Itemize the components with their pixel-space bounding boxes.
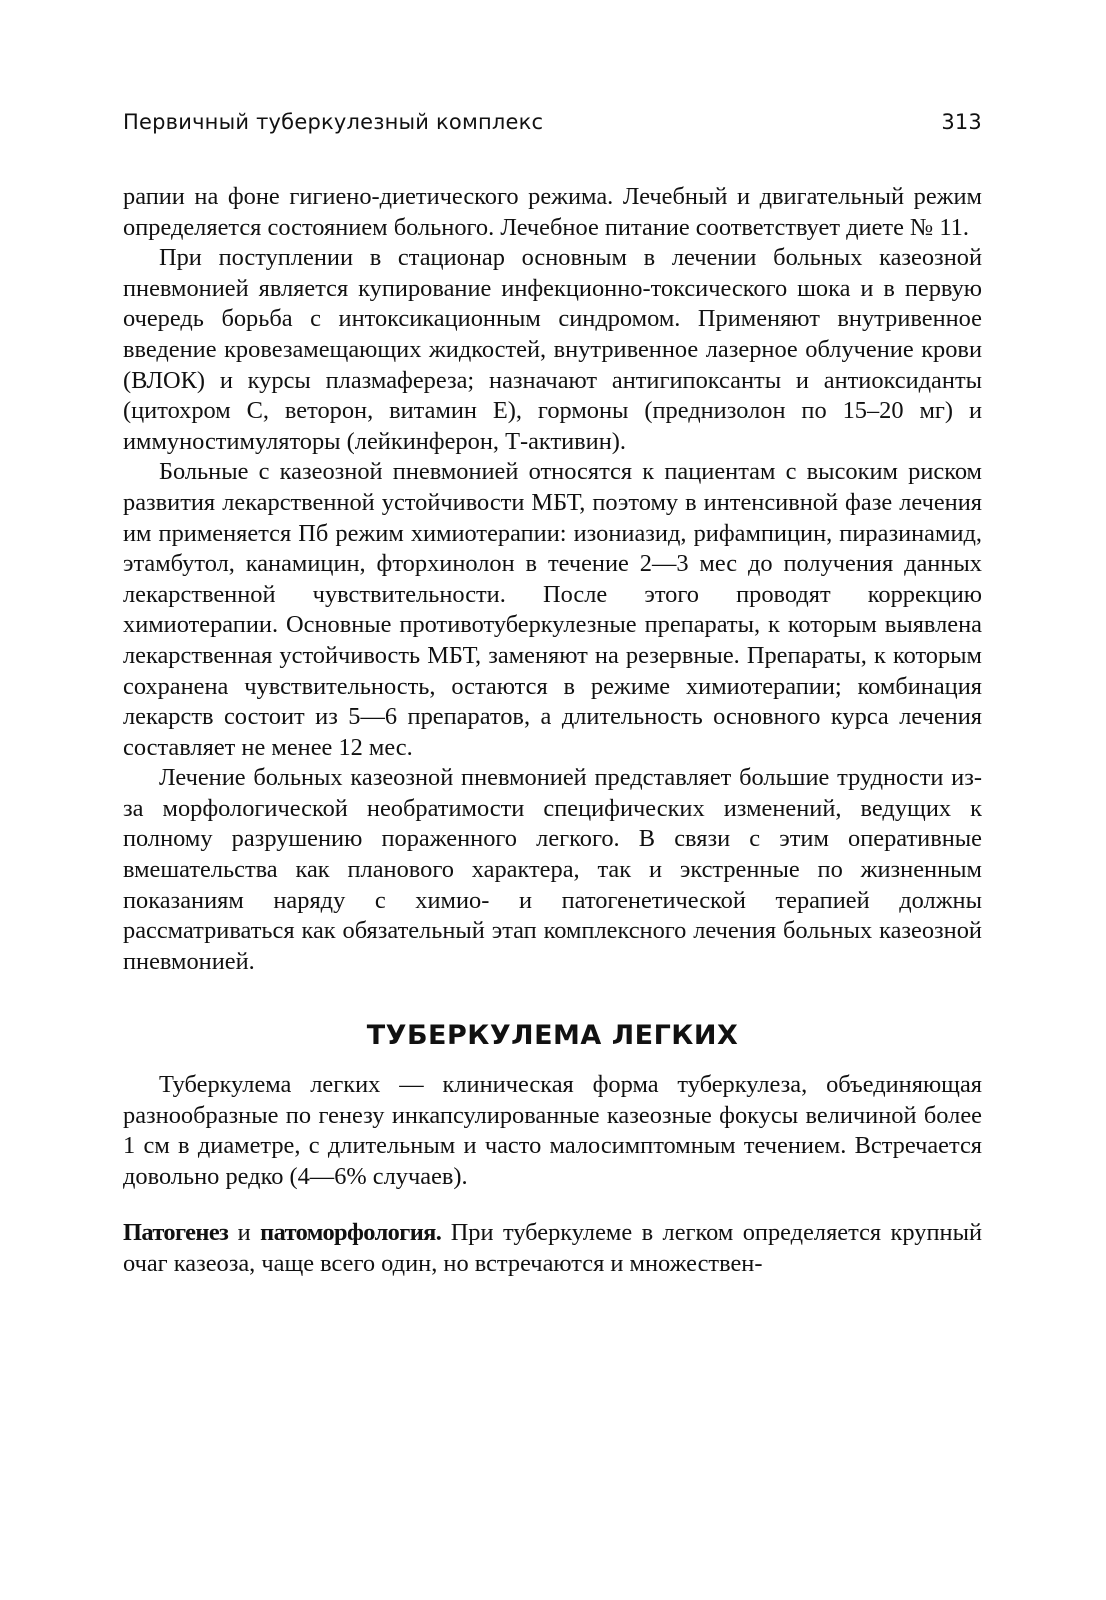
- paragraph-admission-treatment: При поступлении в стационар основным в лечении больных казеозной пневмонией является купирование инфекционно-токсического шока и в первую очередь борьба с интоксикационным синдромом. Применяют внутривенное введение кровезамещающих жидкостей, внутривенное лазерное облучение крови (ВЛОК) и курсы плазмафереза; назначают антигипоксанты и антиоксиданты (цитохром С, веторон, витамин Е), гормоны (преднизолон по 15–20 мг) и иммуностимуляторы (лейкинферон, Т-активин).: [123, 244, 982, 455]
- paragraph-surgical-treatment: Лечение больных казеозной пневмонией представляет большие трудности из-за морфологической необратимости специфических изменений, ведущих к полному разрушению пораженного легкого. В связи с этим оперативные вмешательства как планового характера, так и экстренные по жизненным показаниям наряду с химио- и патогенетической терапией должны рассматриваться как обязательный этап комплексного лечения больных казеозной пневмонией.: [123, 764, 982, 975]
- run-in-term-pathomorphology: патоморфология.: [260, 1219, 442, 1247]
- running-head-title: Первичный туберкулезный комплекс: [123, 110, 544, 134]
- run-in-connector: и: [228, 1219, 261, 1247]
- running-head: [123, 110, 982, 146]
- paragraph-pathogenesis: [123, 1218, 982, 1279]
- run-in-term-pathogenesis: Патогенез: [123, 1219, 229, 1247]
- paragraph-continuation: рапии на фоне гигиено-диетического режима. Лечебный и двигательный режим определяется состоянием больного. Лечебное питание соответствует диете № 11.: [123, 183, 982, 241]
- paragraph-tuberculoma-definition: Туберкулема легких — клиническая форма туберкулеза, объединяющая разнообразные по генезу инкапсулированные казеозные фокусы величиной более 1 см в диаметре, с длительным и часто малосимптомным течением. Встречается довольно редко (4—6% случаев).: [123, 1071, 982, 1190]
- paragraph-gap: [123, 1192, 982, 1218]
- pathogenesis-text: При туберкулеме в легком определяется крупный очаг казеоза, чаще всего один, но встречаются и множествен-: [123, 1219, 983, 1277]
- page-number: 313: [941, 110, 982, 134]
- book-page: [123, 110, 982, 1280]
- section-heading: ТУБЕРКУЛЕМА ЛЕГКИХ: [366, 1020, 739, 1052]
- paragraph-drug-resistance: Больные с казеозной пневмонией относятся к пациентам с высоким риском развития лекарственной устойчивости МБТ, поэтому в интенсивной фазе лечения им применяется Пб режим химиотерапии: изониазид, рифампицин, пиразинамид, этамбутол, канамицин, фторхинолон в течение 2—3 мес до получения данных лекарственной чувствительности. После этого проводят коррекцию химиотерапии. Основные противотуберкулезные препараты, к которым выявлена лекарственная устойчивость МБТ, заменяют на резервные. Препараты, к которым сохранена чувствительность, остаются в режиме химиотерапии; комбинация лекарств состоит из 5—6 препаратов, а длительность основного курса лечения составляет не менее 12 мес.: [123, 458, 982, 761]
- main-text: [123, 182, 982, 1280]
